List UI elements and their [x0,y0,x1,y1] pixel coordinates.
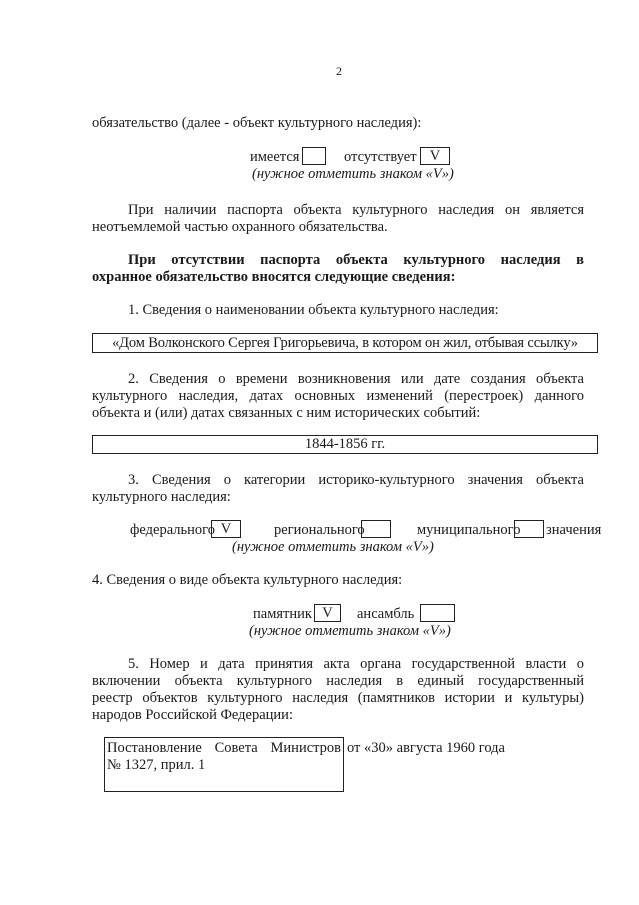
passport-para-line-1: При наличии паспорта объекта культурного наследия он является [128,202,584,218]
item5-act-line-2: № 1327, прил. 1 [107,757,206,773]
item3-regional-label: регионального [274,522,365,538]
item5-act-line-1: Постановление Совета Министров [107,740,341,756]
item5-line-1: 5. Номер и дата принятия акта органа государственной власти о [128,656,584,672]
item1-object-name-field [92,333,598,353]
item4-hint: (нужное отметить знаком «V») [249,623,451,639]
item3-line-2: культурного наследия: [92,489,231,505]
item5-act-date: от «30» августа 1960 года [347,740,505,756]
item2-line-2: культурного наследия, датах основных изменений (перестроек) данного [92,388,584,404]
passport-absent-checkbox[interactable]: V [420,147,450,165]
item4-monument-label: памятник [253,606,312,622]
item3-federal-label: федерального [130,522,215,538]
item5-act-field [104,737,344,792]
item2-line-3: объекта и (или) датах связанных с ним исторических событий: [92,405,481,421]
item4-ensemble-label: ансамбль [357,606,415,622]
item1-heading: 1. Сведения о наименовании объекта культурного наследия: [128,302,499,318]
item4-ensemble-checkbox[interactable] [420,604,455,622]
item4-monument-checkbox[interactable]: V [314,604,341,622]
passport-para-line-2: неотъемлемой частью охранного обязательства. [92,219,388,235]
passport-hint: (нужное отметить знаком «V») [252,166,454,182]
page-number: 2 [336,64,342,78]
item3-line-1: 3. Сведения о категории историко-культурного значения объекта [128,472,584,488]
item5-line-3: реестр объектов культурного наследия (памятников истории и культуры) [92,690,584,706]
item4-heading: 4. Сведения о виде объекта культурного наследия: [92,572,403,588]
item3-municipal-checkbox[interactable] [514,520,544,538]
item3-suffix: значения [546,522,602,538]
item5-line-4: народов Российской Федерации: [92,707,293,723]
item3-hint: (нужное отметить знаком «V») [232,539,434,555]
item2-dates-field [92,435,598,454]
item5-line-2: включении объекта культурного наследия в единый государственный [92,673,584,689]
passport-absent-label: отсутствует [344,149,417,165]
item2-dates: 1844-1856 гг. [304,436,386,452]
item3-federal-checkbox[interactable]: V [211,520,241,538]
passport-has-label: имеется [250,149,300,165]
bold-para-line-1: При отсутствии паспорта объекта культурного наследия в [128,252,584,268]
item1-object-name: «Дом Волконского Сергея Григорьевича, в котором он жил, отбывая ссылку» [112,335,578,351]
item3-regional-checkbox[interactable] [361,520,391,538]
passport-has-checkbox[interactable] [302,147,326,165]
bold-para-line-2: охранное обязательство вносятся следующие сведения: [92,269,456,285]
intro-line: обязательство (далее - объект культурного наследия): [92,115,422,131]
item3-municipal-label: муниципального [417,522,521,538]
item2-line-1: 2. Сведения о времени возникновения или дате создания объекта [128,371,584,387]
